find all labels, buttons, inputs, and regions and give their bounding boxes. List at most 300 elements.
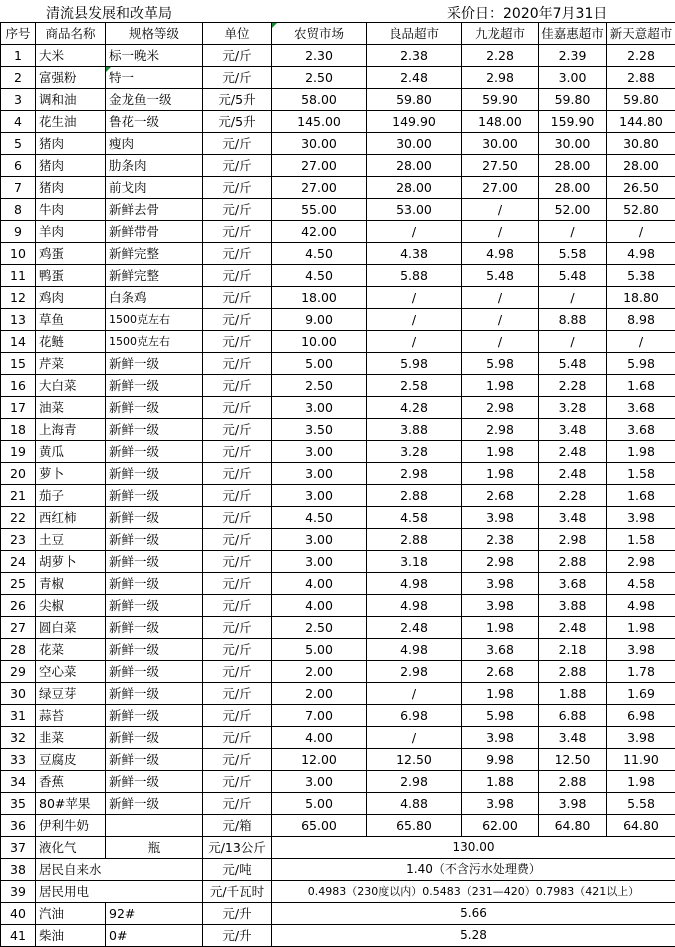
price-cell: 27.50 xyxy=(462,155,539,177)
table-row xyxy=(1,749,675,771)
price-cell: / xyxy=(367,331,462,353)
unit: 元/斤 xyxy=(203,683,272,705)
price-cell: 145.00 xyxy=(272,111,367,133)
product-spec: 新鲜一级 xyxy=(106,419,203,441)
product-spec: 新鲜一级 xyxy=(106,551,203,573)
price-cell: / xyxy=(367,727,462,749)
price-cell: 12.00 xyxy=(272,749,367,771)
unit: 元/斤 xyxy=(203,595,272,617)
unit: 元/斤 xyxy=(203,133,272,155)
product-name: 花鲢 xyxy=(36,331,106,353)
row-number: 29 xyxy=(1,661,36,683)
table-row xyxy=(1,111,675,133)
table-row xyxy=(1,573,675,595)
price-cell: 2.28 xyxy=(539,485,607,507)
unit: 元/箱 xyxy=(203,815,272,837)
price-cell: 4.98 xyxy=(462,243,539,265)
unit: 元/斤 xyxy=(203,67,272,89)
price-cell: 64.80 xyxy=(539,815,607,837)
price-cell: 3.48 xyxy=(539,507,607,529)
price-cell: 2.88 xyxy=(539,661,607,683)
price-cell: 59.80 xyxy=(367,89,462,111)
table-row xyxy=(1,859,675,881)
price-cell: 2.48 xyxy=(367,67,462,89)
row-number: 20 xyxy=(1,463,36,485)
price-cell: 4.98 xyxy=(367,573,462,595)
product-name: 萝卜 xyxy=(36,463,106,485)
price-cell: 1.58 xyxy=(607,463,675,485)
row-number: 10 xyxy=(1,243,36,265)
product-name: 猪肉 xyxy=(36,133,106,155)
row-number: 33 xyxy=(1,749,36,771)
price-cell: 28.00 xyxy=(539,155,607,177)
price-cell: 52.80 xyxy=(607,199,675,221)
price-cell: 3.00 xyxy=(272,463,367,485)
table-row xyxy=(1,903,675,925)
price-cell: 55.00 xyxy=(272,199,367,221)
price-cell: 2.88 xyxy=(539,551,607,573)
product-spec: 新鲜一级 xyxy=(106,705,203,727)
price-cell: 30.80 xyxy=(607,133,675,155)
price-cell: 1.98 xyxy=(462,441,539,463)
product-name: 韭菜 xyxy=(36,727,106,749)
row-number: 30 xyxy=(1,683,36,705)
row-number: 28 xyxy=(1,639,36,661)
price-cell: 62.00 xyxy=(462,815,539,837)
row-number: 9 xyxy=(1,221,36,243)
table-row xyxy=(1,595,675,617)
price-cell: 144.80 xyxy=(607,111,675,133)
price-cell: 27.00 xyxy=(462,177,539,199)
price-cell: 1.88 xyxy=(539,683,607,705)
price-cell: 2.98 xyxy=(367,771,462,793)
unit: 元/斤 xyxy=(203,639,272,661)
product-spec: 新鲜一级 xyxy=(106,793,203,815)
price-cell: 159.90 xyxy=(539,111,607,133)
product-name: 鸡肉 xyxy=(36,287,106,309)
price-cell: 53.00 xyxy=(367,199,462,221)
table-row xyxy=(1,397,675,419)
price-cell: 148.00 xyxy=(462,111,539,133)
table-row xyxy=(1,45,675,67)
product-spec: 新鲜一级 xyxy=(106,441,203,463)
row-number: 8 xyxy=(1,199,36,221)
price-cell: 4.38 xyxy=(367,243,462,265)
product-spec: 新鲜一级 xyxy=(106,529,203,551)
price-cell: 30.00 xyxy=(272,133,367,155)
product-spec: 特一 xyxy=(106,67,203,89)
unit: 元/斤 xyxy=(203,397,272,419)
price-cell: 28.00 xyxy=(367,155,462,177)
price-cell: 3.48 xyxy=(539,727,607,749)
row-number: 18 xyxy=(1,419,36,441)
price-cell: 2.68 xyxy=(462,485,539,507)
price-table xyxy=(0,22,675,947)
price-cell: 2.28 xyxy=(607,45,675,67)
price-cell: 4.50 xyxy=(272,507,367,529)
unit: 元/斤 xyxy=(203,353,272,375)
product-spec: 新鲜一级 xyxy=(106,397,203,419)
merged-price: 5.28 xyxy=(272,925,675,947)
price-cell: 3.98 xyxy=(607,727,675,749)
price-cell: 28.00 xyxy=(607,155,675,177)
price-cell: 5.98 xyxy=(607,353,675,375)
price-cell: 3.00 xyxy=(272,397,367,419)
price-cell: 2.28 xyxy=(462,45,539,67)
price-cell: 4.50 xyxy=(272,243,367,265)
price-cell: 3.98 xyxy=(607,639,675,661)
price-cell: 2.39 xyxy=(539,45,607,67)
table-row xyxy=(1,177,675,199)
product-spec: 新鲜一级 xyxy=(106,771,203,793)
price-cell: 65.80 xyxy=(367,815,462,837)
price-cell: 4.28 xyxy=(367,397,462,419)
col-header: 单位 xyxy=(203,23,272,45)
row-number: 6 xyxy=(1,155,36,177)
table-row xyxy=(1,617,675,639)
unit: 元/斤 xyxy=(203,463,272,485)
col-header: 佳嘉惠超市 xyxy=(539,23,607,45)
unit: 元/斤 xyxy=(203,155,272,177)
price-cell: 1.98 xyxy=(462,617,539,639)
unit: 元/千瓦时 xyxy=(203,881,272,903)
table-row xyxy=(1,287,675,309)
unit: 元/斤 xyxy=(203,287,272,309)
price-cell: 59.80 xyxy=(607,89,675,111)
table-row xyxy=(1,507,675,529)
price-cell: 3.18 xyxy=(367,551,462,573)
price-cell: 8.98 xyxy=(607,309,675,331)
product-name: 猪肉 xyxy=(36,155,106,177)
row-number: 36 xyxy=(1,815,36,837)
price-cell: 4.58 xyxy=(367,507,462,529)
unit: 元/升 xyxy=(203,903,272,925)
table-row xyxy=(1,463,675,485)
price-cell: 1.98 xyxy=(462,683,539,705)
price-cell: / xyxy=(539,287,607,309)
unit: 元/斤 xyxy=(203,573,272,595)
price-cell: 3.68 xyxy=(607,419,675,441)
price-cell: 3.98 xyxy=(462,507,539,529)
product-spec: 新鲜一级 xyxy=(106,375,203,397)
product-name: 花生油 xyxy=(36,111,106,133)
row-number: 35 xyxy=(1,793,36,815)
price-cell: / xyxy=(367,309,462,331)
product-spec: 新鲜一级 xyxy=(106,727,203,749)
price-cell: 5.38 xyxy=(607,265,675,287)
merged-price: 130.00 xyxy=(272,837,675,859)
table-row xyxy=(1,529,675,551)
product-name: 尖椒 xyxy=(36,595,106,617)
price-cell: 3.00 xyxy=(272,485,367,507)
unit: 元/斤 xyxy=(203,705,272,727)
product-name: 芹菜 xyxy=(36,353,106,375)
price-cell: 2.48 xyxy=(539,463,607,485)
product-name: 上海青 xyxy=(36,419,106,441)
survey-date: 采价日：2020年7月31日 xyxy=(447,6,608,22)
table-row xyxy=(1,419,675,441)
table-row xyxy=(1,925,675,947)
row-number: 39 xyxy=(1,881,36,903)
row-number: 34 xyxy=(1,771,36,793)
org-name: 清流县发展和改革局 xyxy=(46,6,172,22)
price-cell: / xyxy=(539,221,607,243)
price-cell: 10.00 xyxy=(272,331,367,353)
price-cell: 3.98 xyxy=(462,727,539,749)
price-cell: 4.58 xyxy=(607,573,675,595)
price-cell: 4.98 xyxy=(607,595,675,617)
price-cell: 59.90 xyxy=(462,89,539,111)
table-row xyxy=(1,155,675,177)
merged-price: 5.66 xyxy=(272,903,675,925)
price-cell: 4.00 xyxy=(272,727,367,749)
product-spec: 新鲜一级 xyxy=(106,353,203,375)
unit: 元/斤 xyxy=(203,507,272,529)
product-name: 空心菜 xyxy=(36,661,106,683)
price-cell: 3.98 xyxy=(539,793,607,815)
col-header: 商品名称 xyxy=(36,23,106,45)
product-spec: 新鲜去骨 xyxy=(106,199,203,221)
price-cell: 1.98 xyxy=(607,617,675,639)
price-cell: 5.48 xyxy=(539,265,607,287)
price-cell: 26.50 xyxy=(607,177,675,199)
price-cell: 5.48 xyxy=(539,353,607,375)
product-name: 花菜 xyxy=(36,639,106,661)
product-spec: 瘦肉 xyxy=(106,133,203,155)
product-name: 居民用电 xyxy=(36,881,203,903)
price-cell: 7.00 xyxy=(272,705,367,727)
product-spec: 新鲜完整 xyxy=(106,265,203,287)
price-cell: 5.58 xyxy=(607,793,675,815)
price-cell: 3.00 xyxy=(272,529,367,551)
product-spec: 前戈肉 xyxy=(106,177,203,199)
table-row xyxy=(1,199,675,221)
price-cell: 3.68 xyxy=(462,639,539,661)
row-number: 3 xyxy=(1,89,36,111)
table-row xyxy=(1,331,675,353)
product-spec: 新鲜带骨 xyxy=(106,221,203,243)
unit: 元/斤 xyxy=(203,419,272,441)
product-name: 圆白菜 xyxy=(36,617,106,639)
price-cell: 3.98 xyxy=(462,573,539,595)
unit: 元/斤 xyxy=(203,243,272,265)
product-name: 油菜 xyxy=(36,397,106,419)
product-name: 香蕉 xyxy=(36,771,106,793)
table-row xyxy=(1,683,675,705)
product-name: 土豆 xyxy=(36,529,106,551)
price-cell: 1.69 xyxy=(607,683,675,705)
price-cell: 5.98 xyxy=(462,353,539,375)
product-name: 豆腐皮 xyxy=(36,749,106,771)
table-row xyxy=(1,309,675,331)
price-cell: / xyxy=(462,199,539,221)
price-cell: 4.00 xyxy=(272,595,367,617)
col-header: 规格等级 xyxy=(106,23,203,45)
product-name: 液化气 xyxy=(36,837,106,859)
product-name: 绿豆芽 xyxy=(36,683,106,705)
row-number: 31 xyxy=(1,705,36,727)
unit: 元/斤 xyxy=(203,529,272,551)
price-cell: 2.88 xyxy=(367,529,462,551)
row-number: 17 xyxy=(1,397,36,419)
price-cell: / xyxy=(462,331,539,353)
col-header: 新天意超市 xyxy=(607,23,675,45)
product-spec: 0# xyxy=(106,925,203,947)
unit: 元/斤 xyxy=(203,617,272,639)
table-row xyxy=(1,441,675,463)
product-spec: 肋条肉 xyxy=(106,155,203,177)
price-cell: 3.00 xyxy=(272,551,367,573)
table-row xyxy=(1,353,675,375)
price-cell: 64.80 xyxy=(607,815,675,837)
price-cell: 2.98 xyxy=(462,551,539,573)
price-cell: 59.80 xyxy=(539,89,607,111)
price-cell: 2.50 xyxy=(272,375,367,397)
price-cell: 3.00 xyxy=(272,441,367,463)
unit: 元/斤 xyxy=(203,331,272,353)
col-header: 九龙超市 xyxy=(462,23,539,45)
price-cell: 2.88 xyxy=(607,67,675,89)
price-cell: / xyxy=(607,221,675,243)
price-cell: 4.00 xyxy=(272,573,367,595)
unit: 元/斤 xyxy=(203,45,272,67)
price-cell: 149.90 xyxy=(367,111,462,133)
price-cell: 2.98 xyxy=(462,419,539,441)
price-cell: 5.98 xyxy=(367,353,462,375)
unit: 元/斤 xyxy=(203,485,272,507)
price-cell: / xyxy=(367,287,462,309)
product-spec: 瓶 xyxy=(106,837,203,859)
price-cell: 58.00 xyxy=(272,89,367,111)
row-number: 38 xyxy=(1,859,36,881)
price-cell: 2.00 xyxy=(272,661,367,683)
unit: 元/斤 xyxy=(203,793,272,815)
price-cell: / xyxy=(607,331,675,353)
price-cell: 9.98 xyxy=(462,749,539,771)
product-spec: 新鲜一级 xyxy=(106,485,203,507)
product-name: 调和油 xyxy=(36,89,106,111)
price-cell: 2.38 xyxy=(462,529,539,551)
price-cell: 2.18 xyxy=(539,639,607,661)
product-spec: 新鲜一级 xyxy=(106,749,203,771)
product-name: 牛肉 xyxy=(36,199,106,221)
unit: 元/斤 xyxy=(203,309,272,331)
unit: 元/斤 xyxy=(203,375,272,397)
price-cell: 6.98 xyxy=(367,705,462,727)
price-cell: 4.98 xyxy=(367,595,462,617)
row-number: 4 xyxy=(1,111,36,133)
price-cell: 1.98 xyxy=(607,771,675,793)
product-name: 富强粉 xyxy=(36,67,106,89)
unit: 元/斤 xyxy=(203,265,272,287)
row-number: 7 xyxy=(1,177,36,199)
price-cell: / xyxy=(539,331,607,353)
price-cell: 11.90 xyxy=(607,749,675,771)
col-header: 农贸市场 xyxy=(272,23,367,45)
price-cell: 5.00 xyxy=(272,639,367,661)
price-cell: 2.68 xyxy=(462,661,539,683)
row-number: 25 xyxy=(1,573,36,595)
product-name: 居民自来水 xyxy=(36,859,203,881)
unit: 元/斤 xyxy=(203,441,272,463)
product-spec: 新鲜一级 xyxy=(106,639,203,661)
price-cell: 27.00 xyxy=(272,155,367,177)
price-cell: 4.98 xyxy=(607,243,675,265)
price-cell: 28.00 xyxy=(367,177,462,199)
product-name: 鸡蛋 xyxy=(36,243,106,265)
product-name: 伊利牛奶 xyxy=(36,815,106,837)
price-cell: 27.00 xyxy=(272,177,367,199)
price-cell: 2.98 xyxy=(607,551,675,573)
product-spec: 新鲜一级 xyxy=(106,573,203,595)
table-row xyxy=(1,485,675,507)
table-row xyxy=(1,221,675,243)
product-spec: 白条鸡 xyxy=(106,287,203,309)
price-cell: 30.00 xyxy=(462,133,539,155)
product-name: 青椒 xyxy=(36,573,106,595)
col-header: 序号 xyxy=(1,23,36,45)
product-spec: 新鲜一级 xyxy=(106,683,203,705)
row-number: 15 xyxy=(1,353,36,375)
col-header: 良品超市 xyxy=(367,23,462,45)
price-cell: 2.98 xyxy=(367,661,462,683)
price-cell: 3.00 xyxy=(272,771,367,793)
unit: 元/斤 xyxy=(203,661,272,683)
price-cell: 2.58 xyxy=(367,375,462,397)
row-number: 19 xyxy=(1,441,36,463)
table-row xyxy=(1,705,675,727)
price-cell: 1.68 xyxy=(607,375,675,397)
merged-price: 0.4983（230度以内）0.5483（231—420）0.7983（421以上） xyxy=(272,881,675,903)
row-number: 11 xyxy=(1,265,36,287)
price-cell: 12.50 xyxy=(367,749,462,771)
price-cell: / xyxy=(462,287,539,309)
price-cell: 2.28 xyxy=(539,375,607,397)
price-cell: 2.98 xyxy=(539,529,607,551)
product-spec: 1500克左右 xyxy=(106,331,203,353)
price-cell: 9.00 xyxy=(272,309,367,331)
product-name: 西红柿 xyxy=(36,507,106,529)
price-cell: 52.00 xyxy=(539,199,607,221)
product-spec: 金龙鱼一级 xyxy=(106,89,203,111)
row-number: 26 xyxy=(1,595,36,617)
price-cell: 2.50 xyxy=(272,67,367,89)
product-spec xyxy=(106,815,203,837)
product-name: 黄瓜 xyxy=(36,441,106,463)
price-cell: 3.88 xyxy=(367,419,462,441)
product-spec: 新鲜一级 xyxy=(106,661,203,683)
product-name: 柴油 xyxy=(36,925,106,947)
price-cell: 12.50 xyxy=(539,749,607,771)
product-name: 羊肉 xyxy=(36,221,106,243)
product-spec: 1500克左右 xyxy=(106,309,203,331)
price-cell: 4.88 xyxy=(367,793,462,815)
price-cell: 18.00 xyxy=(272,287,367,309)
unit: 元/斤 xyxy=(203,771,272,793)
price-cell: 5.48 xyxy=(462,265,539,287)
price-cell: 18.80 xyxy=(607,287,675,309)
unit: 元/升 xyxy=(203,925,272,947)
product-name: 大白菜 xyxy=(36,375,106,397)
row-number: 37 xyxy=(1,837,36,859)
price-cell: 1.68 xyxy=(607,485,675,507)
price-cell: 3.28 xyxy=(539,397,607,419)
row-number: 23 xyxy=(1,529,36,551)
price-cell: 3.98 xyxy=(607,507,675,529)
table-row xyxy=(1,133,675,155)
unit: 元/斤 xyxy=(203,551,272,573)
product-name: 汽油 xyxy=(36,903,106,925)
